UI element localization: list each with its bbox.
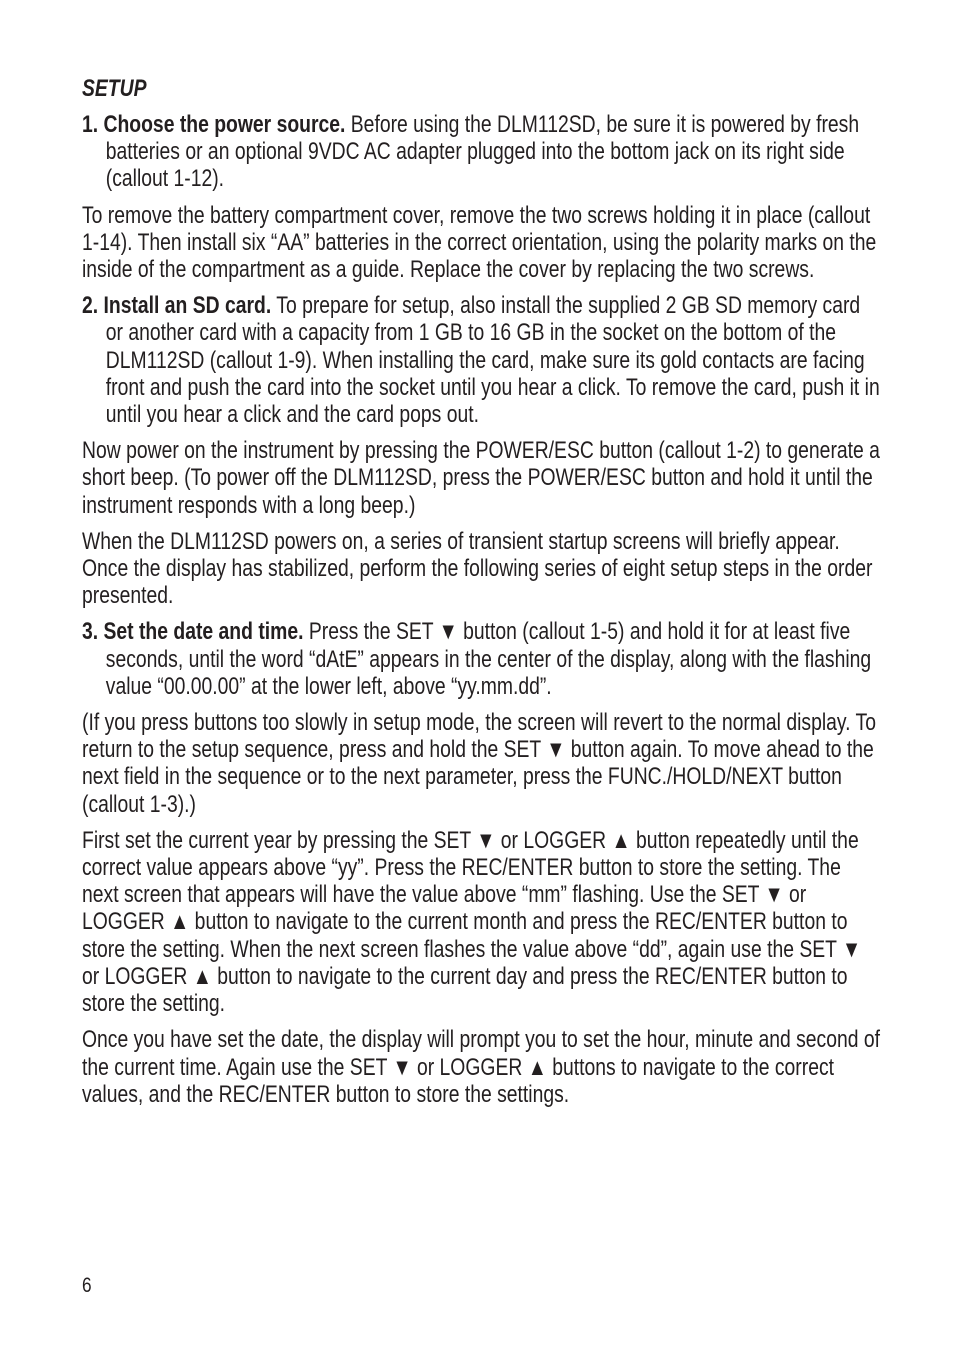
step-3-lead: 3. Set the date and time. [82, 619, 304, 646]
paragraph-power-on: Now power on the instrument by pressing the POWER/ESC button (callout 1-2) to generate a short beep. (To power off the DLM112SD, press the POWER/ESC button and hold it until the instrument responds with a long beep.) [82, 438, 880, 519]
section-title: SETUP [82, 76, 147, 102]
page-number: 6 [82, 1274, 92, 1297]
page-content [82, 74, 882, 1118]
step-2-lead: 2. Install an SD card. [82, 293, 272, 320]
step-2-text: To prepare for setup, also install the supplied 2 GB SD memory card or another card with a capacity from 1 GB to 16 GB in the socket on the bottom of the DLM112SD (callout 1-9). When installing the card, make sure its gold contacts are facing front and push the card into the socket until you hear a click. To remove the card, push it in until you hear a click and the card pops out. [105, 293, 880, 429]
paragraph-set-time: Once you have set the date, the display will prompt you to set the hour, minute and second of the current time. Again use the SET ▼ or LOGGER ▲ buttons to navigate to the correct values, and the REC/ENTER button to store the settings. [82, 1027, 881, 1108]
paragraph-set-year: First set the current year by pressing the SET ▼ or LOGGER ▲ button repeatedly until the correct value appears above “yy”. Press the REC/ENTER button to store the setting. The next screen that appears will have the value above “mm” flashing. Use the SET ▼ or LOGGER ▲ button to navigate to the current month and press the REC/ENTER button to store the setting. When the next screen flashes the value above “dd”, again use the SET ▼ or LOGGER ▲ button to navigate to the current day and press the REC/ENTER button to store the setting. [82, 827, 862, 1018]
text-column [82, 74, 882, 1109]
step-3-text: Press the SET ▼ button (callout 1-5) and hold it for at least five seconds, until the word “dAtE” appears in the center of the display, along with the flashing value “00.00.00” at the lower left, above “yy.mm.dd”. [105, 619, 872, 700]
step-3-date-time [82, 619, 882, 701]
step-1-text: Before using the DLM112SD, be sure it is powered by fresh batteries or an optional 9VDC AC adapter plugged into the bottom jack on its right side (callout 1-12). [105, 112, 860, 193]
step-1-lead: 1. Choose the power source. [82, 112, 346, 138]
page-footer [82, 1272, 94, 1299]
step-1-power-source [82, 112, 882, 194]
paragraph-slow-buttons: (If you press buttons too slowly in setup mode, the screen will revert to the normal display. To return to the setup sequence, press and hold the SET ▼ button again. To move ahead to the next field in the sequence or to the next parameter, press the FUNC./HOLD/NEXT button (callout 1-3).) [82, 710, 876, 818]
paragraph-battery: To remove the battery compartment cover, remove the two screws holding it in place (callout 1-14). Then install six “AA” batteries in the correct orientation, using the polarity marks on the inside of the compartment as a guide. Replace the cover by replacing the two screws. [82, 202, 877, 284]
paragraph-startup: When the DLM112SD powers on, a series of transient startup screens will briefly appear. Once the display has stabilized, perform the following series of eight setup steps in the order presented. [82, 528, 873, 610]
step-2-sd-card [82, 293, 882, 429]
